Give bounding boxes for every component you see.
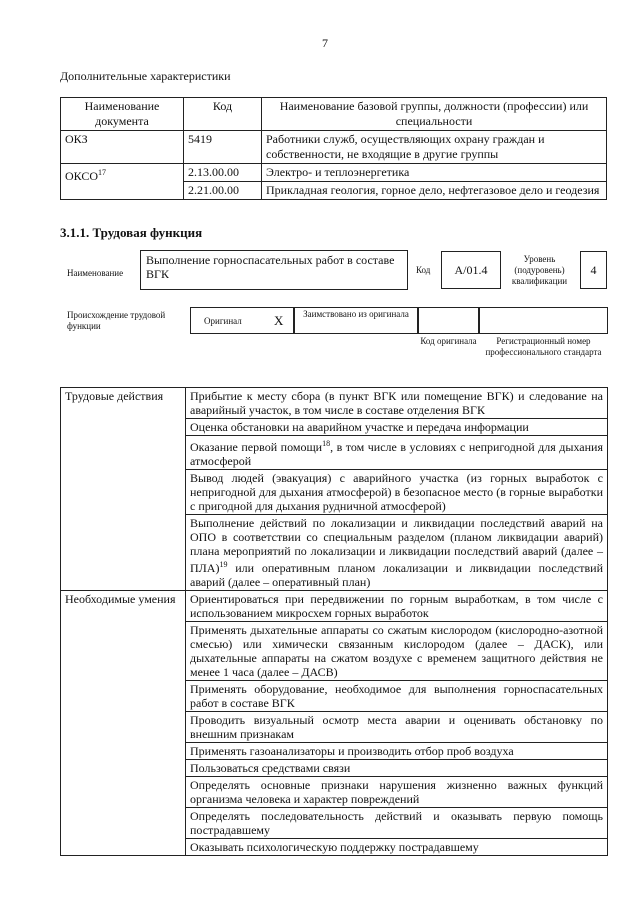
original-label: Оригинал (204, 316, 242, 326)
table-row (61, 388, 608, 419)
action-item: Оказание первой помощи$^{18}$, в том числе в условиях с непригодной для дыхания атмосферой (186, 436, 608, 470)
skill-item: Применять оборудование, необходимое для выполнения горноспасательных работ в составе ВГК (186, 681, 608, 712)
table-row (61, 164, 607, 182)
table-header-row (61, 98, 607, 131)
orig-code-label: Код оригинала (420, 336, 477, 346)
labor-function-details-table (60, 387, 608, 856)
original-mark: X (274, 313, 284, 328)
reg-number-label: Регистрационный номер профессионального стандарта (485, 336, 602, 357)
skill-item: Применять газоанализаторы и производить отбор проб воздуха (186, 743, 608, 760)
code-label: Код (416, 265, 431, 275)
origin-label: Происхождение трудовой функции (67, 310, 166, 331)
action-item: Прибытие к месту сбора (в пункт ВГК или помещение ВГК) и следование на аварийный участок, в том числе в составе отделения ВГК (186, 388, 608, 419)
header-document: Наименование документа (61, 98, 184, 131)
okso-name-2: Прикладная геология, горное дело, нефтегазовое дело и геодезия (262, 182, 607, 200)
okso-name-1: Электро- и теплоэнергетика (262, 164, 607, 182)
skill-item: Пользоваться средствами связи (186, 760, 608, 777)
reg-number-box (479, 307, 608, 334)
header-name: Наименование базовой группы, должности (профессии) или специальности (262, 98, 607, 131)
skill-item: Проводить визуальный осмотр места аварии и оценивать обстановку по внешним признакам (186, 712, 608, 743)
table-row (61, 131, 607, 164)
actions-label: Трудовые действия (61, 388, 186, 591)
page-number: 7 (322, 36, 328, 50)
action-item: Выполнение действий по локализации и ликвидации последствий аварий на ОПО в соответствии со специальным разделом (планом ликвидации аварий) плана мероприятий по локализации и ликвидации последствий аварий (далее – ПЛА)$^{19}$ или оперативным планом локализации и ликвидации последствий аварий (далее – оперативный план) (186, 515, 608, 591)
skill-item: Оказывать психологическую поддержку пострадавшему (186, 839, 608, 856)
okz-code: 5419 (184, 131, 262, 164)
level-label: Уровень (подуровень) квалификации (511, 254, 568, 286)
borrowed-label: Заимствовано из оригинала (303, 309, 409, 319)
skill-item: Ориентироваться при передвижении по горным выработкам, в том числе с использованием микросхем горных выработок (186, 591, 608, 622)
okso-doc-cell (61, 164, 184, 200)
okso-code-2: 2.21.00.00 (184, 182, 262, 200)
okz-doc: ОКЗ (61, 131, 184, 164)
header-code: Код (184, 98, 262, 131)
action-item: Оценка обстановки на аварийном участке и передача информации (186, 419, 608, 436)
table-row (61, 591, 608, 622)
additional-characteristics-table (60, 97, 607, 200)
okso-doc: ОКСО (65, 169, 99, 183)
labor-function-heading: 3.1.1. Трудовая функция (60, 225, 203, 240)
labor-function-name: Выполнение горноспасательных работ в составе ВГК (140, 250, 408, 290)
orig-code-box (418, 307, 479, 334)
okso-footnote: 17 (98, 168, 107, 177)
code-value: А/01.4 (441, 251, 501, 289)
okso-code-1: 2.13.00.00 (184, 164, 262, 182)
skill-item: Применять дыхательные аппараты со сжатым кислородом (кислородно-азотной смесью) или химически связанным кислородом (далее – ДАСК), или дыхательные аппараты на сжатом воздухе с временем защитного действия не менее 1 часа (далее – ДАСВ) (186, 622, 608, 681)
skill-item: Определять последовательность действий и оказывать первую помощь пострадавшему (186, 808, 608, 839)
additional-characteristics-heading: Дополнительные характеристики (60, 69, 231, 83)
level-value: 4 (580, 251, 607, 289)
skill-item: Определять основные признаки нарушения жизненно важных функций организма человека и характер повреждений (186, 777, 608, 808)
okz-name: Работники служб, осуществляющих охрану граждан и собственности, не входящие в другие группы (262, 131, 607, 164)
skills-label: Необходимые умения (61, 591, 186, 856)
action-item: Вывод людей (эвакуация) с аварийного участка (из горных выработок с непригодной для дыхания атмосферой) в безопасное место (в горные выработки с пригодной для дыхания рудничной атмосферой) (186, 470, 608, 515)
name-label: Наименование (67, 268, 124, 278)
